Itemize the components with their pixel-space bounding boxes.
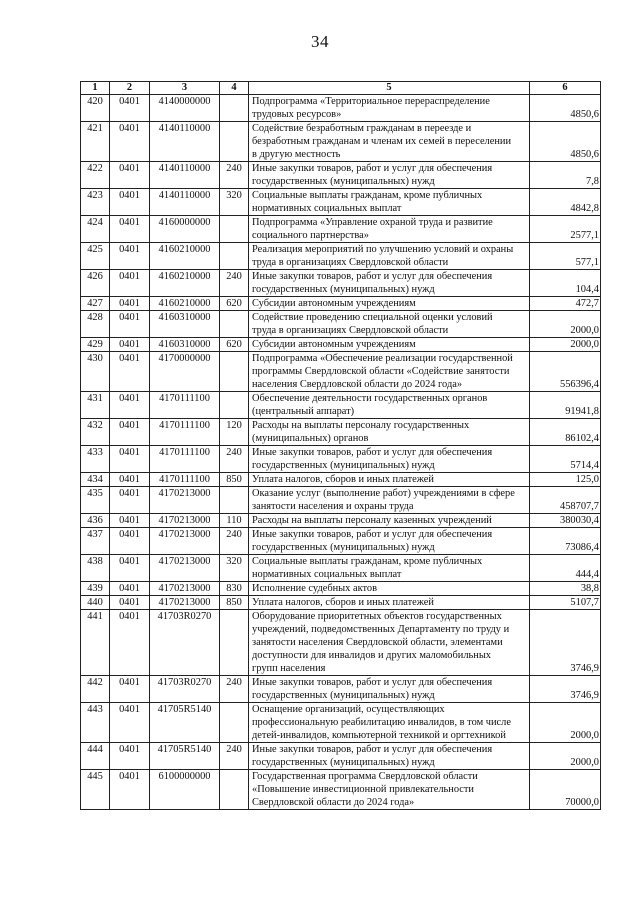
row-number-cell: 433	[81, 446, 110, 473]
table-header-row	[81, 82, 601, 95]
target-code-cell: 4170213000	[150, 487, 220, 514]
target-code-cell: 4140110000	[150, 122, 220, 162]
description-line: Исполнение судебных актов	[252, 583, 377, 594]
description-cell	[249, 162, 530, 189]
amount-cell: 125,0	[530, 473, 601, 487]
description-cell	[249, 676, 530, 703]
amount-cell: 458707,7	[530, 487, 601, 514]
description-line: доступности для инвалидов и других маломобильных	[252, 650, 491, 661]
table-row	[81, 189, 601, 216]
table-row	[81, 676, 601, 703]
row-number-cell: 441	[81, 610, 110, 676]
description-line: Расходы на выплаты персоналу государственных	[252, 420, 470, 431]
section-code-cell: 0401	[110, 352, 150, 392]
section-code-cell: 0401	[110, 122, 150, 162]
target-code-cell: 41705R5140	[150, 743, 220, 770]
description-cell	[249, 95, 530, 122]
section-code-cell: 0401	[110, 419, 150, 446]
section-code-cell: 0401	[110, 189, 150, 216]
description-line: Иные закупки товаров, работ и услуг для обеспечения	[252, 271, 493, 282]
amount-cell: 7,8	[530, 162, 601, 189]
target-code-cell: 4160310000	[150, 338, 220, 352]
amount-cell: 73086,4	[530, 528, 601, 555]
row-number-cell: 429	[81, 338, 110, 352]
description-line: Содействие проведению специальной оценки условий	[252, 312, 493, 323]
amount-cell: 2000,0	[530, 338, 601, 352]
description-cell	[249, 528, 530, 555]
row-number-cell: 442	[81, 676, 110, 703]
description-line: Содействие безработным гражданам в переезде и	[252, 123, 472, 134]
table-row	[81, 297, 601, 311]
description-line: Социальные выплаты гражданам, кроме публичных	[252, 190, 483, 201]
amount-cell: 2000,0	[530, 703, 601, 743]
section-code-cell: 0401	[110, 555, 150, 582]
row-number-cell: 430	[81, 352, 110, 392]
description-line: труда в организациях Свердловской области	[252, 325, 449, 336]
section-code-cell: 0401	[110, 770, 150, 810]
description-line: Обеспечение деятельности государственных органов	[252, 393, 488, 404]
target-code-cell: 41703R0270	[150, 676, 220, 703]
table-row	[81, 487, 601, 514]
expense-type-cell: 240	[220, 676, 249, 703]
amount-cell: 3746,9	[530, 610, 601, 676]
amount-cell: 104,4	[530, 270, 601, 297]
description-line: безработным гражданам и членам их семей в переселении	[252, 136, 512, 147]
description-line: Подпрограмма «Управление охраной труда и развитие	[252, 217, 493, 228]
amount-cell: 4850,6	[530, 122, 601, 162]
header-col-6: 6	[530, 82, 601, 95]
expense-type-cell	[220, 703, 249, 743]
target-code-cell: 4160310000	[150, 311, 220, 338]
table-row	[81, 582, 601, 596]
row-number-cell: 432	[81, 419, 110, 446]
table-row	[81, 446, 601, 473]
table-row	[81, 162, 601, 189]
table-row	[81, 555, 601, 582]
target-code-cell: 4160210000	[150, 270, 220, 297]
header-col-2: 2	[110, 82, 150, 95]
description-line: Расходы на выплаты персоналу казенных учреждений	[252, 515, 492, 526]
row-number-cell: 444	[81, 743, 110, 770]
expense-type-cell: 110	[220, 514, 249, 528]
table-row	[81, 270, 601, 297]
amount-cell: 2577,1	[530, 216, 601, 243]
amount-cell: 91941,8	[530, 392, 601, 419]
target-code-cell: 4170111100	[150, 392, 220, 419]
description-line: групп населения	[252, 663, 326, 674]
target-code-cell: 4170213000	[150, 514, 220, 528]
table-row	[81, 770, 601, 810]
table-row	[81, 352, 601, 392]
expense-type-cell: 240	[220, 528, 249, 555]
row-number-cell: 435	[81, 487, 110, 514]
target-code-cell: 4170111100	[150, 419, 220, 446]
description-line: Уплата налогов, сборов и иных платежей	[252, 474, 434, 485]
section-code-cell: 0401	[110, 487, 150, 514]
target-code-cell: 41703R0270	[150, 610, 220, 676]
description-line: Субсидии автономным учреждениям	[252, 298, 416, 309]
description-cell	[249, 243, 530, 270]
table-body	[81, 95, 601, 810]
description-line: занятости населения Свердловской области, элементами	[252, 637, 503, 648]
amount-cell: 5714,4	[530, 446, 601, 473]
amount-cell: 577,1	[530, 243, 601, 270]
amount-cell: 380030,4	[530, 514, 601, 528]
row-number-cell: 445	[81, 770, 110, 810]
description-cell	[249, 596, 530, 610]
description-line: государственных (муниципальных) нужд	[252, 284, 435, 295]
description-line: государственных (муниципальных) нужд	[252, 757, 435, 768]
row-number-cell: 431	[81, 392, 110, 419]
description-cell	[249, 311, 530, 338]
target-code-cell: 4170213000	[150, 596, 220, 610]
description-cell	[249, 610, 530, 676]
row-number-cell: 423	[81, 189, 110, 216]
expense-type-cell: 320	[220, 555, 249, 582]
expense-type-cell	[220, 216, 249, 243]
row-number-cell: 425	[81, 243, 110, 270]
table-row	[81, 216, 601, 243]
amount-cell: 3746,9	[530, 676, 601, 703]
section-code-cell: 0401	[110, 270, 150, 297]
page-number: 34	[311, 32, 329, 51]
row-number-cell: 427	[81, 297, 110, 311]
table-row	[81, 95, 601, 122]
section-code-cell: 0401	[110, 743, 150, 770]
row-number-cell: 421	[81, 122, 110, 162]
expense-type-cell	[220, 352, 249, 392]
amount-cell: 444,4	[530, 555, 601, 582]
section-code-cell: 0401	[110, 446, 150, 473]
description-line: Государственная программа Свердловской области	[252, 771, 478, 782]
header-col-5: 5	[249, 82, 530, 95]
row-number-cell: 439	[81, 582, 110, 596]
amount-cell: 4850,6	[530, 95, 601, 122]
description-line: государственных (муниципальных) нужд	[252, 690, 435, 701]
description-line: государственных (муниципальных) нужд	[252, 542, 435, 553]
description-line: Уплата налогов, сборов и иных платежей	[252, 597, 434, 608]
table-row	[81, 596, 601, 610]
description-line: программы Свердловской области «Содействие занятости	[252, 366, 510, 377]
section-code-cell: 0401	[110, 473, 150, 487]
budget-table	[80, 81, 601, 810]
expense-type-cell	[220, 770, 249, 810]
amount-cell: 38,8	[530, 582, 601, 596]
description-cell	[249, 446, 530, 473]
section-code-cell: 0401	[110, 596, 150, 610]
target-code-cell: 4170111100	[150, 446, 220, 473]
description-line: труда в организациях Свердловской области	[252, 257, 449, 268]
description-line: Иные закупки товаров, работ и услуг для обеспечения	[252, 529, 493, 540]
expense-type-cell	[220, 610, 249, 676]
target-code-cell: 4140110000	[150, 189, 220, 216]
table-row	[81, 743, 601, 770]
description-cell	[249, 770, 530, 810]
expense-type-cell	[220, 311, 249, 338]
description-line: профессиональную реабилитацию инвалидов, в том числе	[252, 717, 511, 728]
section-code-cell: 0401	[110, 582, 150, 596]
section-code-cell: 0401	[110, 338, 150, 352]
amount-cell: 472,7	[530, 297, 601, 311]
expense-type-cell: 240	[220, 162, 249, 189]
header-col-1: 1	[81, 82, 110, 95]
description-line: нормативных социальных выплат	[252, 203, 402, 214]
expense-type-cell	[220, 95, 249, 122]
target-code-cell: 4140000000	[150, 95, 220, 122]
target-code-cell: 4160210000	[150, 243, 220, 270]
amount-cell: 5107,7	[530, 596, 601, 610]
section-code-cell: 0401	[110, 676, 150, 703]
target-code-cell: 4170000000	[150, 352, 220, 392]
row-number-cell: 443	[81, 703, 110, 743]
row-number-cell: 426	[81, 270, 110, 297]
row-number-cell: 428	[81, 311, 110, 338]
table-row	[81, 703, 601, 743]
description-line: Оснащение организаций, осуществляющих	[252, 704, 445, 715]
description-cell	[249, 270, 530, 297]
table-row	[81, 473, 601, 487]
description-line: Иные закупки товаров, работ и услуг для обеспечения	[252, 677, 493, 688]
description-line: в другую местность	[252, 149, 341, 160]
description-line: социального партнерства»	[252, 230, 369, 241]
row-number-cell: 424	[81, 216, 110, 243]
section-code-cell: 0401	[110, 514, 150, 528]
description-line: занятости населения и охраны труда	[252, 501, 414, 512]
description-line: учреждений, подведомственных Департаменту по труду и	[252, 624, 510, 635]
amount-cell: 86102,4	[530, 419, 601, 446]
description-cell	[249, 392, 530, 419]
target-code-cell: 4170213000	[150, 582, 220, 596]
expense-type-cell: 620	[220, 297, 249, 311]
description-line: нормативных социальных выплат	[252, 569, 402, 580]
description-cell	[249, 743, 530, 770]
target-code-cell: 4170213000	[150, 528, 220, 555]
target-code-cell: 4160000000	[150, 216, 220, 243]
description-cell	[249, 582, 530, 596]
description-line: населения Свердловской области до 2024 года»	[252, 379, 463, 390]
description-cell	[249, 297, 530, 311]
expense-type-cell: 240	[220, 446, 249, 473]
target-code-cell: 4170213000	[150, 555, 220, 582]
description-cell	[249, 338, 530, 352]
description-line: «Повышение инвестиционной привлекательности	[252, 784, 474, 795]
expense-type-cell	[220, 122, 249, 162]
expense-type-cell: 120	[220, 419, 249, 446]
target-code-cell: 41705R5140	[150, 703, 220, 743]
description-cell	[249, 487, 530, 514]
table-row	[81, 243, 601, 270]
amount-cell: 556396,4	[530, 352, 601, 392]
description-line: Иные закупки товаров, работ и услуг для обеспечения	[252, 744, 493, 755]
section-code-cell: 0401	[110, 216, 150, 243]
header-col-4: 4	[220, 82, 249, 95]
description-line: Реализация мероприятий по улучшению условий и охраны	[252, 244, 514, 255]
table-row	[81, 122, 601, 162]
table-row	[81, 311, 601, 338]
description-cell	[249, 514, 530, 528]
expense-type-cell: 240	[220, 270, 249, 297]
row-number-cell: 434	[81, 473, 110, 487]
description-cell	[249, 122, 530, 162]
description-cell	[249, 555, 530, 582]
description-cell	[249, 419, 530, 446]
expense-type-cell: 850	[220, 473, 249, 487]
description-cell	[249, 189, 530, 216]
expense-type-cell: 830	[220, 582, 249, 596]
description-line: государственных (муниципальных) нужд	[252, 460, 435, 471]
expense-type-cell	[220, 243, 249, 270]
row-number-cell: 437	[81, 528, 110, 555]
amount-cell: 2000,0	[530, 743, 601, 770]
target-code-cell: 4140110000	[150, 162, 220, 189]
section-code-cell: 0401	[110, 392, 150, 419]
section-code-cell: 0401	[110, 528, 150, 555]
description-line: Подпрограмма «Территориальное перераспределение	[252, 96, 490, 107]
description-line: Субсидии автономным учреждениям	[252, 339, 416, 350]
description-line: Свердловской области до 2024 года»	[252, 797, 415, 808]
description-line: Иные закупки товаров, работ и услуг для обеспечения	[252, 447, 493, 458]
description-cell	[249, 473, 530, 487]
section-code-cell: 0401	[110, 311, 150, 338]
budget-table-container	[80, 81, 600, 810]
amount-cell: 2000,0	[530, 311, 601, 338]
header-col-3: 3	[150, 82, 220, 95]
description-line: (центральный аппарат)	[252, 406, 355, 417]
table-row	[81, 419, 601, 446]
target-code-cell: 4160210000	[150, 297, 220, 311]
table-row	[81, 514, 601, 528]
section-code-cell: 0401	[110, 162, 150, 189]
expense-type-cell: 620	[220, 338, 249, 352]
amount-cell: 70000,0	[530, 770, 601, 810]
description-cell	[249, 703, 530, 743]
description-line: Подпрограмма «Обеспечение реализации государственной	[252, 353, 513, 364]
expense-type-cell: 850	[220, 596, 249, 610]
description-line: Иные закупки товаров, работ и услуг для обеспечения	[252, 163, 493, 174]
amount-cell: 4842,8	[530, 189, 601, 216]
description-cell	[249, 216, 530, 243]
description-cell	[249, 352, 530, 392]
table-row	[81, 610, 601, 676]
row-number-cell: 422	[81, 162, 110, 189]
description-line: государственных (муниципальных) нужд	[252, 176, 435, 187]
description-line: детей-инвалидов, компьютерной техникой и оргтехникой	[252, 730, 506, 741]
section-code-cell: 0401	[110, 297, 150, 311]
description-line: (муниципальных) органов	[252, 433, 369, 444]
section-code-cell: 0401	[110, 95, 150, 122]
row-number-cell: 438	[81, 555, 110, 582]
table-row	[81, 528, 601, 555]
description-line: Социальные выплаты гражданам, кроме публичных	[252, 556, 483, 567]
section-code-cell: 0401	[110, 703, 150, 743]
section-code-cell: 0401	[110, 610, 150, 676]
expense-type-cell	[220, 487, 249, 514]
description-line: Оказание услуг (выполнение работ) учреждениями в сфере	[252, 488, 515, 499]
section-code-cell: 0401	[110, 243, 150, 270]
expense-type-cell	[220, 392, 249, 419]
target-code-cell: 4170111100	[150, 473, 220, 487]
target-code-cell: 6100000000	[150, 770, 220, 810]
row-number-cell: 420	[81, 95, 110, 122]
expense-type-cell: 240	[220, 743, 249, 770]
expense-type-cell: 320	[220, 189, 249, 216]
row-number-cell: 436	[81, 514, 110, 528]
table-row	[81, 392, 601, 419]
description-line: трудовых ресурсов»	[252, 109, 342, 120]
table-row	[81, 338, 601, 352]
description-line: Оборудование приоритетных объектов государственных	[252, 611, 502, 622]
row-number-cell: 440	[81, 596, 110, 610]
